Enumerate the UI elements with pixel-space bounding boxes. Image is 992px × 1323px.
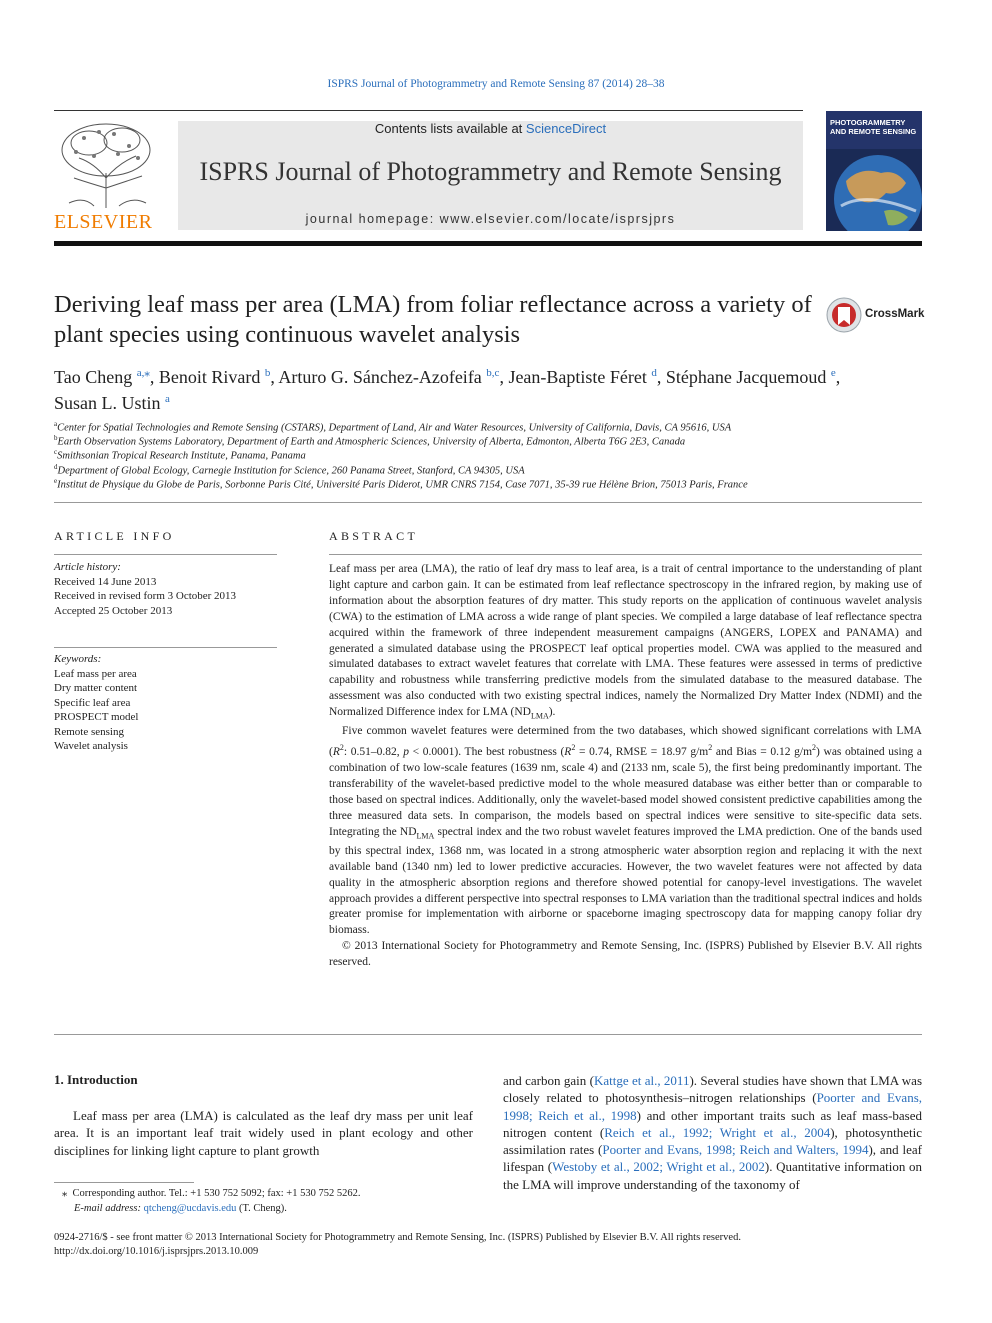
affiliation-text: Center for Spatial Technologies and Remote Sensing (CSTARS), Department of Land, Air and Water Resources, University of California, Davis, CA 95616, USA [57, 422, 732, 434]
crossmark-label[interactable]: CrossMark [865, 308, 925, 320]
intro-text: and carbon gain ( [503, 1073, 594, 1088]
journal-homepage [178, 212, 803, 226]
affiliation-text: Institut de Physique du Globe de Paris, Sorbonne Paris Cité, Université Paris Diderot, UMR CNRS 7154, Case 7071, 35-39 rue Hélène Brion, 75013 Paris, France [57, 479, 748, 491]
author-list [54, 362, 924, 414]
keywords-block [54, 652, 279, 754]
affiliation-key: b [54, 434, 58, 442]
keyword: Wavelet analysis [54, 740, 128, 752]
intro-left-column [54, 1107, 473, 1159]
abstract-text: and Bias = 0.12 g/m [712, 746, 813, 759]
citation-link[interactable]: Poorter and Evans, 1998; Reich et al., 1998 [503, 1090, 922, 1123]
doi-link[interactable]: http://dx.doi.org/10.1016/j.isprsjprs.2013.10.009 [54, 1246, 259, 1257]
corresponding-author-note [62, 1186, 482, 1201]
author-name[interactable]: Stéphane Jacquemoud [665, 367, 827, 387]
affiliation-key: a [54, 420, 58, 428]
accepted-date: Accepted 25 October 2013 [54, 604, 173, 617]
author-affil-mark[interactable]: d [651, 367, 657, 379]
crossmark-icon[interactable] [826, 297, 862, 333]
author-name[interactable]: Arturo G. Sánchez-Azofeifa [278, 367, 482, 387]
header-bottom-rule [54, 241, 922, 246]
contents-line [178, 121, 803, 136]
author-name[interactable]: Jean-Baptiste Féret [508, 367, 647, 387]
intro-heading: 1. Introduction [54, 1072, 138, 1087]
intro-right-column [503, 1072, 922, 1193]
citation-link[interactable]: Poorter and Evans, 1998; Reich and Walters, 1994 [602, 1142, 869, 1158]
superscript: 2 [812, 743, 817, 753]
author-separator: , [835, 367, 841, 387]
affiliation-key: e [54, 477, 58, 485]
header-top-rule [54, 110, 803, 111]
abstract-text: = 0.74, RMSE = 18.97 g/m [575, 746, 709, 759]
abstract-paragraph-1 [329, 562, 922, 724]
author-affil-mark[interactable]: a,⁎ [136, 367, 150, 379]
journal-reference[interactable]: ISPRS Journal of Photogrammetry and Remote Sensing 87 (2014) 28–38 [327, 78, 665, 90]
intro-paragraph: Leaf mass per area (LMA) is calculated as the leaf dry mass per unit leaf area. It is an important leaf trait widely used in plant ecology and other disciplines for linking light capture to plant growth [54, 1108, 473, 1158]
abstract-heading: ABSTRACT [329, 529, 419, 543]
intro-text: ), and leaf lifespan ( [503, 1142, 922, 1175]
contents-prefix: Contents lists available at [374, 121, 526, 136]
keyword: Dry matter content [54, 682, 138, 694]
footnote-rule [54, 1182, 194, 1183]
keyword: Remote sensing [54, 725, 124, 738]
homepage-url[interactable]: www.elsevier.com/locate/isprsjprs [439, 212, 676, 226]
abstract-text: ). [548, 706, 556, 719]
intro-paragraph-continued [503, 1072, 922, 1193]
intro-text: ). Several studies have shown that LMA was closely related to photosynthesis–nitrogen relationships ( [503, 1073, 923, 1106]
affiliation-key: c [54, 448, 58, 456]
abstract-paragraph-2 [329, 724, 922, 939]
abstract-text: < 0.0001). The best robustness ( [409, 746, 565, 759]
citation-link[interactable]: Kattge et al., 2011 [593, 1073, 690, 1088]
elsevier-tree-logo [54, 118, 159, 210]
author-affil-mark[interactable]: b [264, 367, 271, 379]
keyword: Leaf mass per area [54, 667, 137, 680]
intro-text: ), photosynthetic assimilation rates ( [503, 1124, 922, 1158]
keyword: PROSPECT model [54, 711, 139, 723]
author-affil-mark[interactable]: a [165, 393, 170, 405]
article-info-heading: ARTICLE INFO [54, 529, 175, 543]
intro-text: ). Quantitative information on the LMA will improve understanding of the taxonomy of [503, 1159, 922, 1192]
elsevier-wordmark[interactable]: ELSEVIER [54, 211, 153, 233]
abstract-rule [329, 554, 922, 555]
author-separator: , [499, 367, 509, 387]
abstract-symbol: R [564, 746, 572, 759]
revised-date: Received in revised form 3 October 2013 [54, 590, 237, 602]
journal-title: ISPRS Journal of Photogrammetry and Remote Sensing [199, 157, 782, 186]
abstract-text: Leaf mass per area (LMA), the ratio of leaf dry mass to leaf area, is a trait of central importance to the understanding of plant light capture and carbon gain. It can be estimated from leaf reflectance spectroscopy in the infrared region, by making use of information about the absorption features of dry matter. This study reports on the application of continuous wavelet analysis (CWA) to the estimation of LMA across a wide range of plant species. We compiled a large database of leaf reflectance spectra acquired within the framework of three independent measurement campaigns (ANGERS, LOPEX and PANAMA) and generated a simulated database using the PROSPECT leaf optical properties model. CWA was applied to the measured and simulated databases to extract wavelet features that correlate with LMA. These features were assessed in terms of predictive capability and robustness while transferring predictive models from the simulated database to the measured database. The assessment was also conducted with two existing spectral indices, namely the Normalized Dry Matter Index (NDMI) and the Normalized Difference index for LMA (ND [329, 563, 922, 719]
author-affil-mark[interactable]: e [830, 367, 836, 379]
subscript: LMA [416, 830, 435, 840]
affiliation-e [54, 474, 924, 493]
email-note [74, 1201, 494, 1216]
homepage-prefix: journal homepage: [305, 212, 440, 226]
superscript: 2 [571, 743, 576, 753]
issn-line: 0924-2716/$ - see front matter © 2013 International Society for Photogrammetry and Remote Sensing, Inc. (ISPRS) Published by Elsevier B.V. All rights reserved. [54, 1232, 741, 1243]
history-label: Article history: [54, 561, 121, 573]
citation-link[interactable]: Westoby et al., 2002; Wright et al., 2002 [552, 1159, 765, 1175]
abstract-copyright: © 2013 International Society for Photogrammetry and Remote Sensing, Inc. (ISPRS) Published by Elsevier B.V. All rights reserved. [329, 940, 922, 969]
citation-link[interactable]: Reich et al., 1992; Wright et al., 2004 [604, 1124, 831, 1140]
affiliation-text: Smithsonian Tropical Research Institute, Panama, Panama [57, 450, 306, 462]
author-affil-mark[interactable]: b,c [486, 367, 500, 379]
abstract-text: ) was obtained using a combination of two low-scale features (1639 nm, scale 4) and (2133 nm, scale 5), the first being predominantly important. The transferability of the wavelet-based predictive model to the whole measured database was either better than or comparable to those based on spectral indices. Additionally, only the wavelet-based model showed consistent predictive capabilities among the three measured data sets. In comparison, the models based on spectral indices were sensitive to site-specific data sets. Integrating the ND [329, 746, 922, 838]
affiliation-text: Department of Global Ecology, Carnegie Institution for Science, 260 Panama Street, Stanford, CA 94305, USA [57, 465, 525, 477]
footnote-text: (T. Cheng). [236, 1203, 287, 1214]
footnote-mark: ⁎ [62, 1188, 68, 1199]
email-label: E-mail address: [74, 1203, 141, 1214]
superscript: 2 [708, 743, 713, 753]
author-separator: , [656, 367, 666, 387]
abstract-symbol: p [403, 746, 409, 759]
abstract-text: spectral index and the two robust wavelet features improved the LMA prediction. One of the bands used by this spectral index, 1368 nm, was located in a strong atmospheric water absorption region and replacing it with the next available band (1340 nm) led to lower predictive accuracies. However, the two wavelet features were not affected by data quality in the atmospheric absorption regions and therefore showed potential for canopy-level investigations. The wavelet approach provides a different perspective into spectral responses to LMA variation than the traditional spectral indices and holds greater promise for implementation with airborne or spaceborne imaging spectroscopy data for mapping canopy foliar dry biomass. [329, 825, 922, 937]
article-info-rule [54, 554, 277, 555]
author-name[interactable]: Susan L. Ustin [54, 393, 161, 413]
abstract-text: Five common wavelet features were determined from the two databases, which showed significant correlations with LMA ( [329, 725, 922, 759]
article-history [54, 560, 279, 618]
author-name[interactable]: Tao Cheng [54, 367, 133, 387]
intro-text: ) and other important traits such as leaf mass-based nitrogen content ( [503, 1107, 923, 1140]
sciencedirect-link[interactable]: ScienceDirect [525, 121, 607, 136]
email-link[interactable]: qtcheng@ucdavis.edu [143, 1203, 237, 1214]
author-name[interactable]: Benoit Rivard [158, 367, 261, 387]
section-separator [54, 502, 922, 503]
affiliation-key: d [54, 463, 58, 471]
abstract-body [329, 562, 922, 971]
subscript: LMA [530, 711, 549, 721]
author-separator: , [149, 367, 159, 387]
cover-title: PHOTOGRAMMETRY AND REMOTE SENSING [830, 118, 917, 136]
affiliation-text: Earth Observation Systems Laboratory, Department of Earth and Atmospheric Sciences, University of Alberta, Edmonton, Alberta T6G 2E3, Canada [57, 436, 686, 448]
keywords-label: Keywords: [54, 653, 102, 665]
received-date: Received 14 June 2013 [54, 575, 157, 588]
superscript: 2 [339, 743, 344, 753]
abstract-text: : 0.51–0.82, [343, 746, 404, 759]
abstract-symbol: R [332, 746, 340, 759]
keywords-rule [54, 647, 277, 648]
author-separator: , [270, 367, 279, 387]
keyword: Specific leaf area [54, 696, 131, 709]
footnote-text: Corresponding author. Tel.: +1 530 752 5092; fax: +1 530 752 5262. [72, 1188, 361, 1199]
article-title: Deriving leaf mass per area (LMA) from foliar reflectance across a variety of plant species using continuous wavelet analysis [54, 291, 812, 348]
section-separator [54, 1034, 922, 1035]
